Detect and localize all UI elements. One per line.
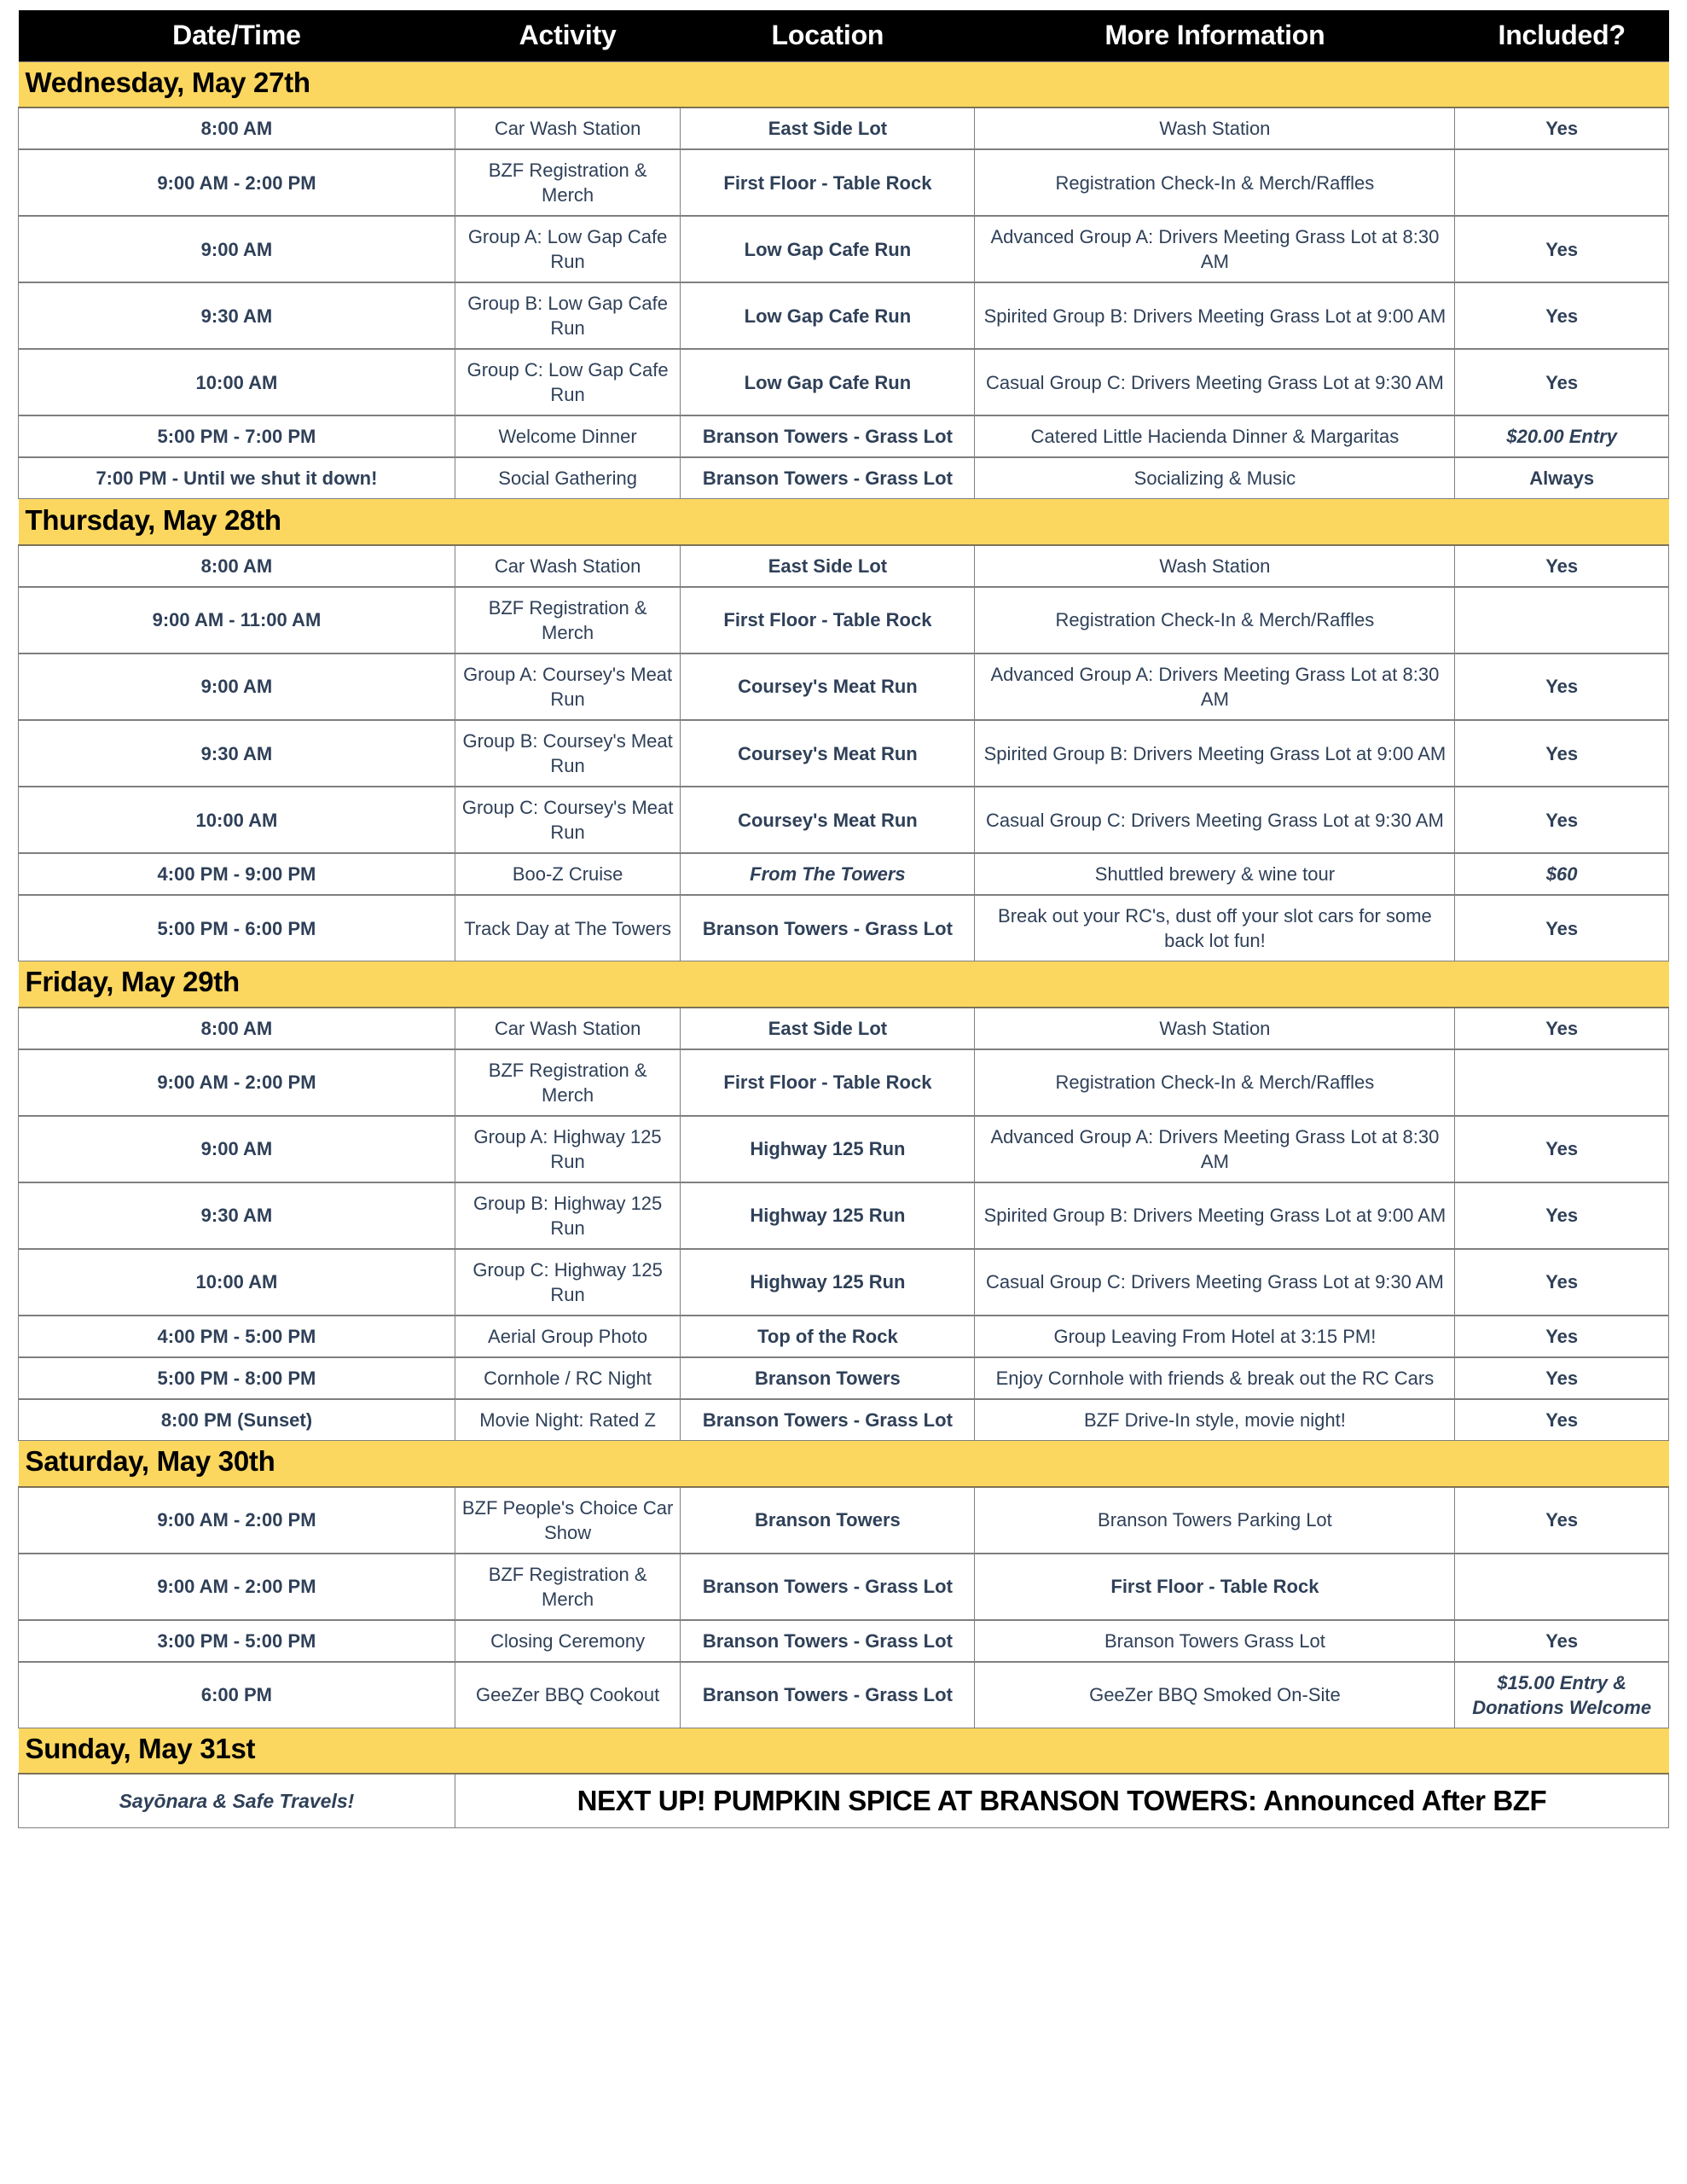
cell-incl: Yes: [1455, 107, 1669, 149]
cell-incl: $15.00 Entry & Donations Welcome: [1455, 1662, 1669, 1728]
cell-location: East Side Lot: [681, 107, 975, 149]
cell-location: Branson Towers - Grass Lot: [681, 895, 975, 961]
cell-activity: GeeZer BBQ Cookout: [455, 1662, 680, 1728]
cell-incl: [1455, 587, 1669, 653]
cell-info: Wash Station: [975, 107, 1455, 149]
cell-incl: $20.00 Entry: [1455, 415, 1669, 457]
cell-datetime: 8:00 AM: [19, 107, 455, 149]
cell-datetime: 10:00 AM: [19, 787, 455, 853]
column-header-included: Included?: [1455, 10, 1669, 61]
cell-activity: BZF Registration & Merch: [455, 149, 680, 216]
schedule-row: [19, 895, 1669, 961]
cell-location: Low Gap Cafe Run: [681, 216, 975, 282]
cell-datetime: 9:00 AM - 2:00 PM: [19, 1049, 455, 1116]
day-section-title: Wednesday, May 27th: [19, 61, 1669, 107]
schedule-row: [19, 1620, 1669, 1662]
cell-location: From The Towers: [681, 853, 975, 895]
cell-datetime: 7:00 PM - Until we shut it down!: [19, 457, 455, 499]
cell-activity: Car Wash Station: [455, 545, 680, 587]
schedule-row: [19, 457, 1669, 499]
cell-datetime: 5:00 PM - 7:00 PM: [19, 415, 455, 457]
cell-datetime: 9:30 AM: [19, 720, 455, 787]
cell-incl: Yes: [1455, 653, 1669, 720]
schedule-row: [19, 545, 1669, 587]
schedule-row: [19, 1554, 1669, 1620]
cell-activity: Group A: Low Gap Cafe Run: [455, 216, 680, 282]
cell-datetime: 10:00 AM: [19, 1249, 455, 1316]
schedule-row: [19, 1049, 1669, 1116]
column-header-activity: Activity: [455, 10, 680, 61]
cell-location: Top of the Rock: [681, 1316, 975, 1357]
schedule-row: [19, 787, 1669, 853]
cell-datetime: 5:00 PM - 8:00 PM: [19, 1357, 455, 1399]
cell-datetime: 8:00 AM: [19, 1008, 455, 1049]
cell-activity: Group B: Low Gap Cafe Run: [455, 282, 680, 349]
cell-info: Advanced Group A: Drivers Meeting Grass Lot at 8:30 AM: [975, 1116, 1455, 1182]
cell-incl: Yes: [1455, 1008, 1669, 1049]
cell-datetime: 9:00 AM - 2:00 PM: [19, 1487, 455, 1554]
cell-location: Highway 125 Run: [681, 1116, 975, 1182]
cell-info: BZF Drive-In style, movie night!: [975, 1399, 1455, 1441]
cell-incl: [1455, 1049, 1669, 1116]
schedule-row: [19, 216, 1669, 282]
cell-activity: Boo-Z Cruise: [455, 853, 680, 895]
cell-incl: Yes: [1455, 1116, 1669, 1182]
cell-datetime: 9:00 AM - 2:00 PM: [19, 1554, 455, 1620]
cell-info: Branson Towers Grass Lot: [975, 1620, 1455, 1662]
cell-activity: Car Wash Station: [455, 1008, 680, 1049]
cell-info: Casual Group C: Drivers Meeting Grass Lot at 9:30 AM: [975, 349, 1455, 415]
cell-location: East Side Lot: [681, 545, 975, 587]
cell-location: Coursey's Meat Run: [681, 787, 975, 853]
cell-incl: Yes: [1455, 282, 1669, 349]
cell-info: Branson Towers Parking Lot: [975, 1487, 1455, 1554]
cell-incl: Yes: [1455, 720, 1669, 787]
cell-info: Advanced Group A: Drivers Meeting Grass Lot at 8:30 AM: [975, 216, 1455, 282]
cell-info: Enjoy Cornhole with friends & break out the RC Cars: [975, 1357, 1455, 1399]
cell-location: Branson Towers - Grass Lot: [681, 415, 975, 457]
cell-activity: Group A: Highway 125 Run: [455, 1116, 680, 1182]
cell-info: Registration Check-In & Merch/Raffles: [975, 1049, 1455, 1116]
day-section-title: Thursday, May 28th: [19, 499, 1669, 545]
cell-incl: Yes: [1455, 1399, 1669, 1441]
cell-incl: Yes: [1455, 787, 1669, 853]
cell-datetime: 3:00 PM - 5:00 PM: [19, 1620, 455, 1662]
cell-info: Spirited Group B: Drivers Meeting Grass Lot at 9:00 AM: [975, 282, 1455, 349]
cell-datetime: 9:30 AM: [19, 282, 455, 349]
column-header-location: Location: [681, 10, 975, 61]
day-section-header-row: [19, 1441, 1669, 1487]
column-header-more-information: More Information: [975, 10, 1455, 61]
cell-location: Branson Towers - Grass Lot: [681, 457, 975, 499]
cell-info: Registration Check-In & Merch/Raffles: [975, 149, 1455, 216]
cell-incl: Yes: [1455, 895, 1669, 961]
cell-location: East Side Lot: [681, 1008, 975, 1049]
cell-activity: BZF Registration & Merch: [455, 1554, 680, 1620]
day-section-title: Sunday, May 31st: [19, 1728, 1669, 1774]
cell-activity: Cornhole / RC Night: [455, 1357, 680, 1399]
schedule-row: [19, 1116, 1669, 1182]
cell-info: Group Leaving From Hotel at 3:15 PM!: [975, 1316, 1455, 1357]
cell-info: Spirited Group B: Drivers Meeting Grass Lot at 9:00 AM: [975, 1182, 1455, 1249]
cell-activity: Group C: Coursey's Meat Run: [455, 787, 680, 853]
cell-info: Break out your RC's, dust off your slot cars for some back lot fun!: [975, 895, 1455, 961]
cell-activity: Group A: Coursey's Meat Run: [455, 653, 680, 720]
cell-info: Catered Little Hacienda Dinner & Margaritas: [975, 415, 1455, 457]
cell-info: Casual Group C: Drivers Meeting Grass Lot at 9:30 AM: [975, 1249, 1455, 1316]
cell-location: Branson Towers - Grass Lot: [681, 1554, 975, 1620]
cell-incl: Yes: [1455, 1357, 1669, 1399]
cell-incl: Yes: [1455, 1487, 1669, 1554]
cell-incl: $60: [1455, 853, 1669, 895]
schedule-row: [19, 415, 1669, 457]
cell-location: Low Gap Cafe Run: [681, 282, 975, 349]
cell-activity: Group B: Highway 125 Run: [455, 1182, 680, 1249]
cell-location: Highway 125 Run: [681, 1182, 975, 1249]
table-body: [19, 61, 1669, 1828]
cell-activity: Group C: Low Gap Cafe Run: [455, 349, 680, 415]
cell-info: Wash Station: [975, 545, 1455, 587]
schedule-row: [19, 653, 1669, 720]
cell-datetime: 9:00 AM: [19, 216, 455, 282]
cell-activity: Track Day at The Towers: [455, 895, 680, 961]
cell-incl: Yes: [1455, 216, 1669, 282]
cell-info: Socializing & Music: [975, 457, 1455, 499]
schedule-row: [19, 282, 1669, 349]
schedule-row: [19, 853, 1669, 895]
cell-activity: Closing Ceremony: [455, 1620, 680, 1662]
day-section-header-row: [19, 61, 1669, 107]
cell-location: Coursey's Meat Run: [681, 720, 975, 787]
cell-activity: Car Wash Station: [455, 107, 680, 149]
column-header-datetime: Date/Time: [19, 10, 455, 61]
cell-info: GeeZer BBQ Smoked On-Site: [975, 1662, 1455, 1728]
schedule-row: [19, 1662, 1669, 1728]
cell-info: Registration Check-In & Merch/Raffles: [975, 587, 1455, 653]
cell-incl: Yes: [1455, 1316, 1669, 1357]
schedule-row: [19, 720, 1669, 787]
cell-activity: Social Gathering: [455, 457, 680, 499]
farewell-row: [19, 1774, 1669, 1828]
day-section-header-row: [19, 499, 1669, 545]
cell-activity: Aerial Group Photo: [455, 1316, 680, 1357]
farewell-message: Sayōnara & Safe Travels!: [19, 1774, 455, 1828]
cell-activity: Movie Night: Rated Z: [455, 1399, 680, 1441]
table-head: [19, 10, 1669, 61]
cell-datetime: 4:00 PM - 9:00 PM: [19, 853, 455, 895]
cell-incl: Yes: [1455, 1249, 1669, 1316]
cell-incl: [1455, 1554, 1669, 1620]
cell-location: First Floor - Table Rock: [681, 587, 975, 653]
cell-info: Spirited Group B: Drivers Meeting Grass Lot at 9:00 AM: [975, 720, 1455, 787]
cell-incl: [1455, 149, 1669, 216]
cell-location: Branson Towers: [681, 1487, 975, 1554]
cell-incl: Yes: [1455, 1182, 1669, 1249]
schedule-row: [19, 107, 1669, 149]
cell-datetime: 6:00 PM: [19, 1662, 455, 1728]
schedule-row: [19, 1249, 1669, 1316]
cell-info: First Floor - Table Rock: [975, 1554, 1455, 1620]
cell-datetime: 9:00 AM - 2:00 PM: [19, 149, 455, 216]
cell-location: Branson Towers: [681, 1357, 975, 1399]
cell-info: Advanced Group A: Drivers Meeting Grass Lot at 8:30 AM: [975, 653, 1455, 720]
cell-datetime: 9:00 AM: [19, 1116, 455, 1182]
column-header-row: [19, 10, 1669, 61]
cell-activity: Welcome Dinner: [455, 415, 680, 457]
schedule-row: [19, 1316, 1669, 1357]
cell-datetime: 10:00 AM: [19, 349, 455, 415]
cell-incl: Yes: [1455, 1620, 1669, 1662]
cell-info: Wash Station: [975, 1008, 1455, 1049]
cell-info: Shuttled brewery & wine tour: [975, 853, 1455, 895]
cell-info: Casual Group C: Drivers Meeting Grass Lot at 9:30 AM: [975, 787, 1455, 853]
cell-datetime: 9:00 AM - 11:00 AM: [19, 587, 455, 653]
day-section-header-row: [19, 961, 1669, 1008]
cell-activity: Group B: Coursey's Meat Run: [455, 720, 680, 787]
cell-datetime: 8:00 AM: [19, 545, 455, 587]
event-schedule-table: [18, 10, 1669, 1828]
day-section-title: Friday, May 29th: [19, 961, 1669, 1008]
schedule-row: [19, 1182, 1669, 1249]
cell-activity: BZF Registration & Merch: [455, 1049, 680, 1116]
cell-datetime: 4:00 PM - 5:00 PM: [19, 1316, 455, 1357]
cell-location: First Floor - Table Rock: [681, 149, 975, 216]
cell-location: Branson Towers - Grass Lot: [681, 1662, 975, 1728]
cell-datetime: 5:00 PM - 6:00 PM: [19, 895, 455, 961]
schedule-row: [19, 149, 1669, 216]
cell-incl: Always: [1455, 457, 1669, 499]
cell-activity: BZF People's Choice Car Show: [455, 1487, 680, 1554]
cell-activity: Group C: Highway 125 Run: [455, 1249, 680, 1316]
cell-incl: Yes: [1455, 545, 1669, 587]
cell-location: Highway 125 Run: [681, 1249, 975, 1316]
cell-location: Low Gap Cafe Run: [681, 349, 975, 415]
day-section-title: Saturday, May 30th: [19, 1441, 1669, 1487]
cell-datetime: 9:00 AM: [19, 653, 455, 720]
cell-location: Branson Towers - Grass Lot: [681, 1399, 975, 1441]
schedule-row: [19, 1487, 1669, 1554]
cell-datetime: 9:30 AM: [19, 1182, 455, 1249]
day-section-header-row: [19, 1728, 1669, 1774]
cell-location: Coursey's Meat Run: [681, 653, 975, 720]
cell-location: First Floor - Table Rock: [681, 1049, 975, 1116]
schedule-row: [19, 1008, 1669, 1049]
schedule-row: [19, 349, 1669, 415]
schedule-row: [19, 1399, 1669, 1441]
schedule-row: [19, 587, 1669, 653]
schedule-row: [19, 1357, 1669, 1399]
cell-datetime: 8:00 PM (Sunset): [19, 1399, 455, 1441]
cell-location: Branson Towers - Grass Lot: [681, 1620, 975, 1662]
next-event-announcement: NEXT UP! PUMPKIN SPICE AT BRANSON TOWERS: Announced After BZF: [455, 1774, 1668, 1828]
cell-incl: Yes: [1455, 349, 1669, 415]
cell-activity: BZF Registration & Merch: [455, 587, 680, 653]
